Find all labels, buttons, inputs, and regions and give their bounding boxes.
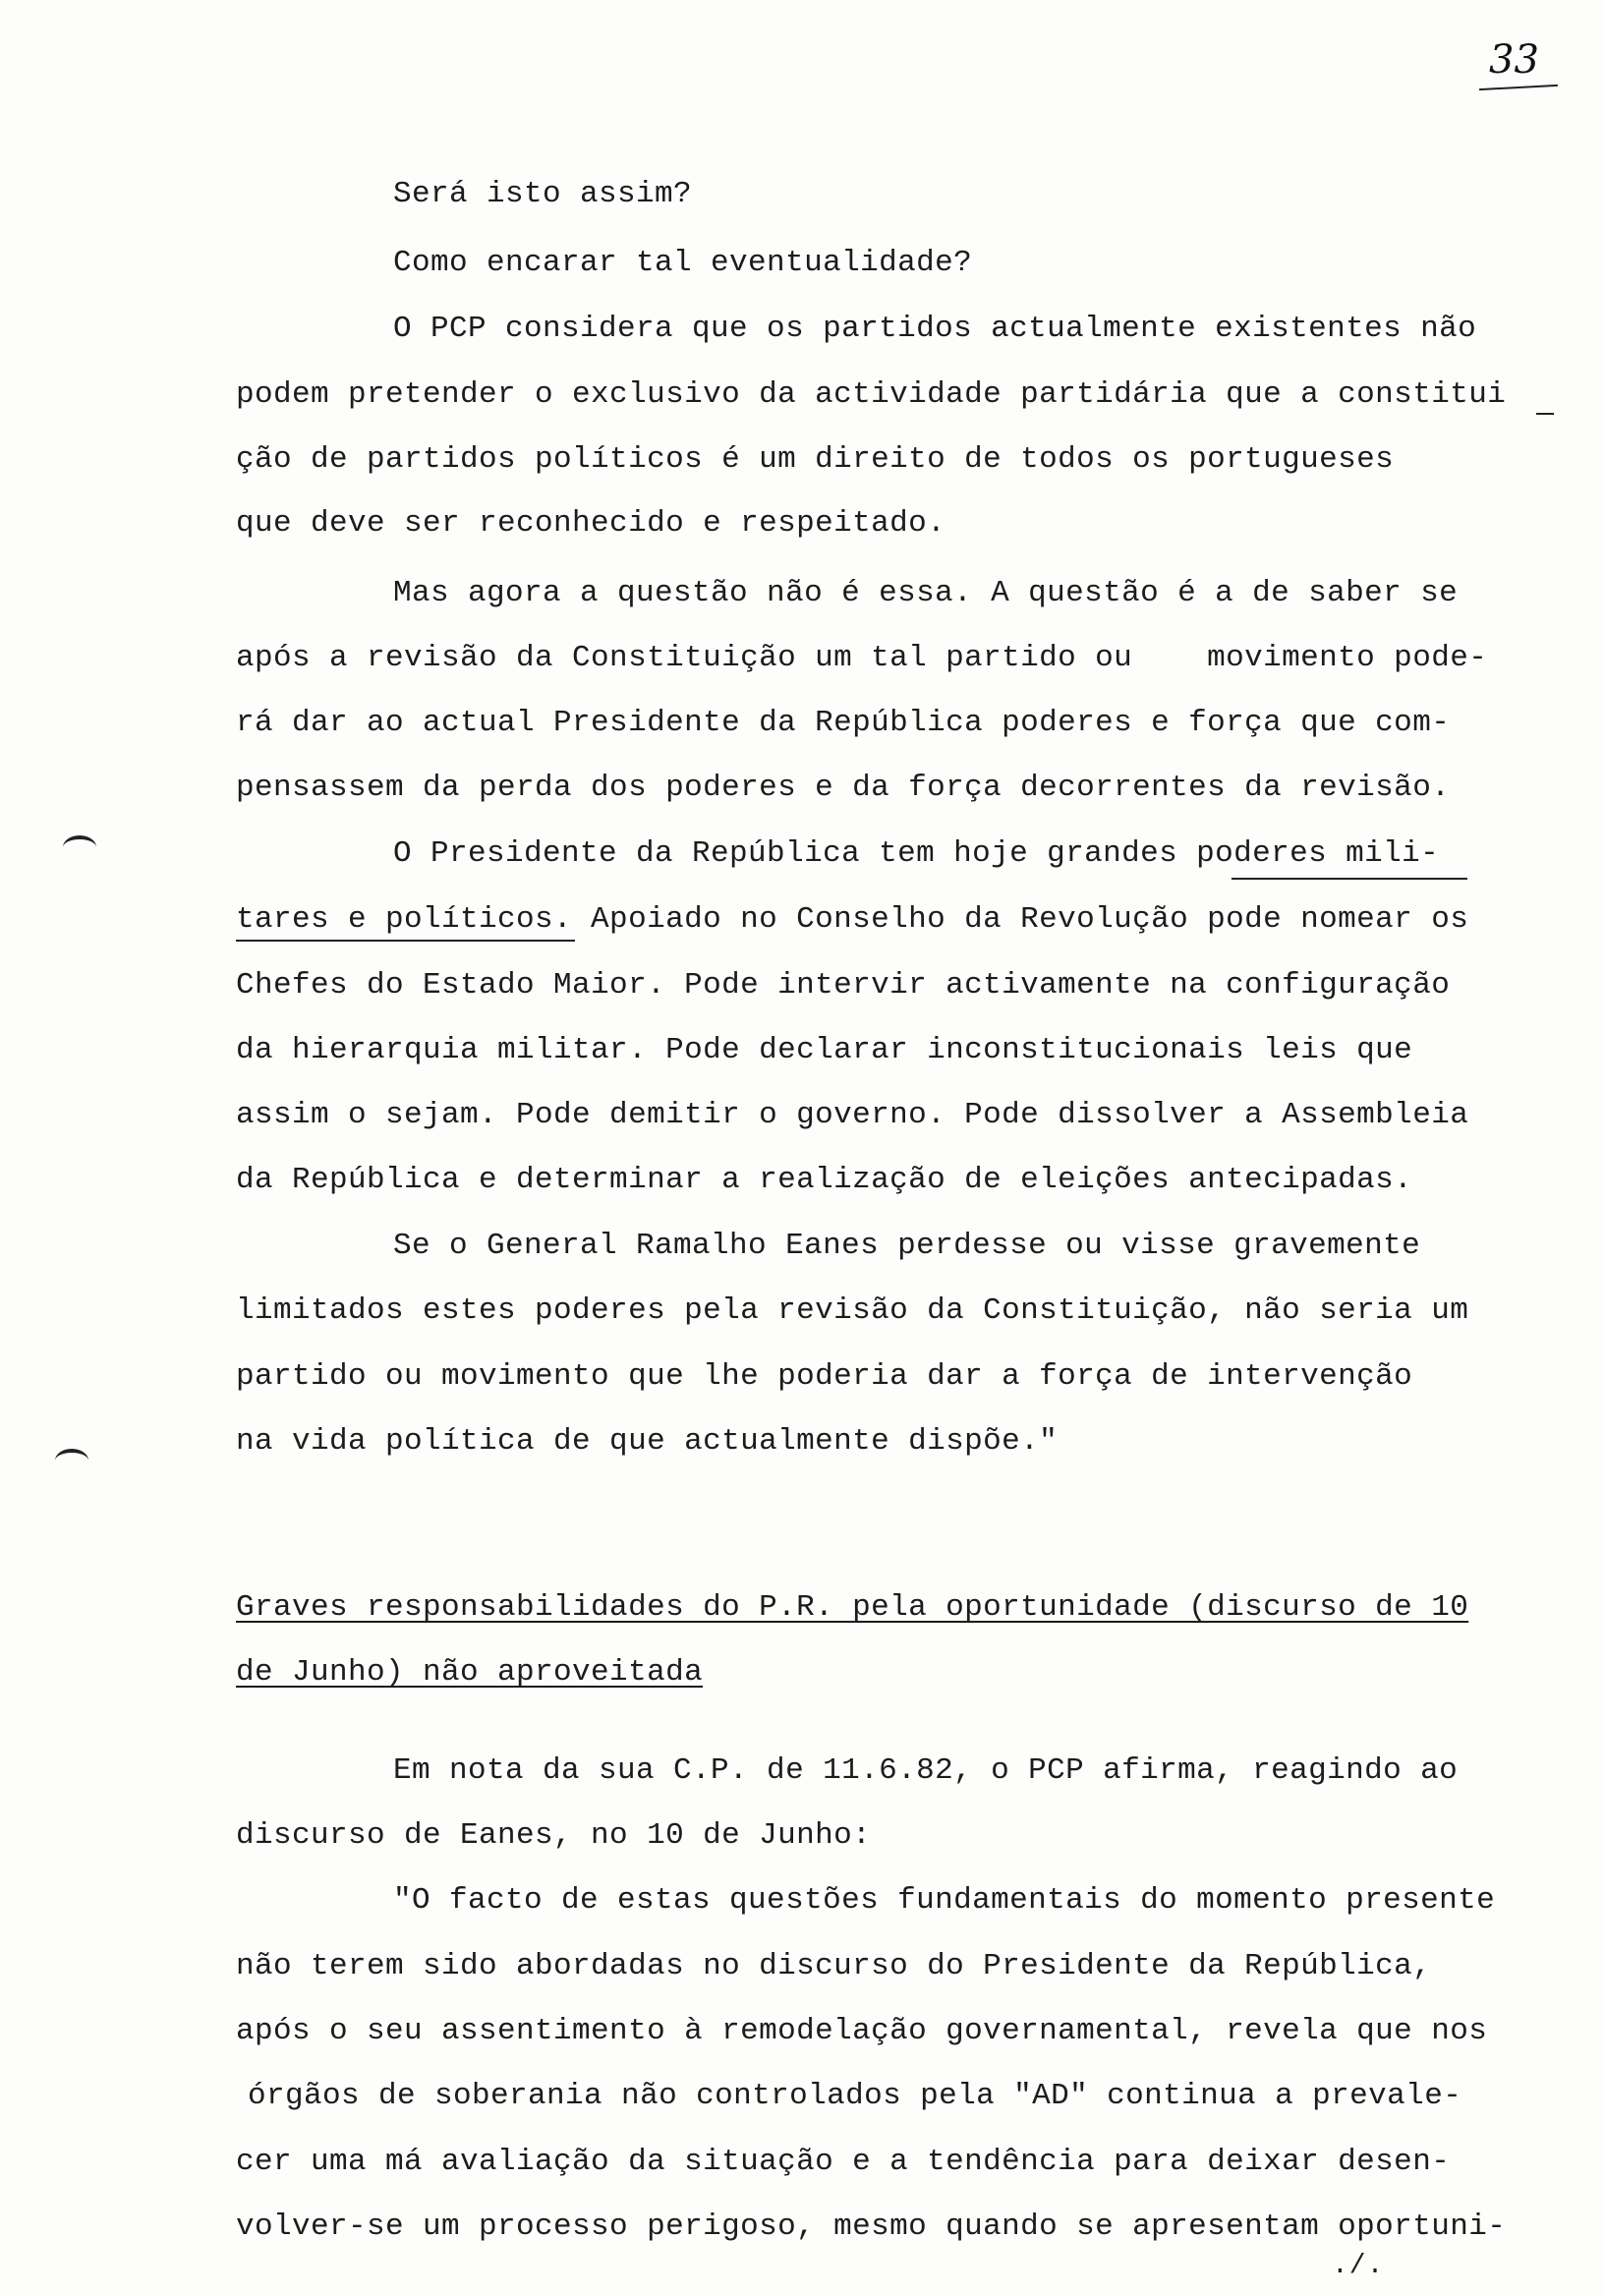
section-heading-line: de Junho) não aproveitada — [236, 1655, 704, 1690]
text-line: cer uma má avaliação da situação e a tendência para deixar desen- — [236, 2145, 1451, 2179]
text-line: Em nota da sua C.P. de 11.6.82, o PCP afirma, reagindo ao — [393, 1753, 1459, 1788]
page-number-underline — [1479, 85, 1558, 90]
text-line: após a revisão da Constituição um tal partido ou movimento pode- — [236, 641, 1488, 675]
text-line: Será isto assim? — [393, 177, 693, 211]
text-line: volver-se um processo perigoso, mesmo quando se apresentam oportuni- — [236, 2210, 1507, 2244]
text-line: Chefes do Estado Maior. Pode intervir activamente na configuração — [236, 968, 1451, 1003]
text-line: tares e políticos. Apoiado no Conselho da Revolução pode nomear os — [236, 902, 1469, 937]
text-line: pensassem da perda dos poderes e da força decorrentes da revisão. — [236, 771, 1451, 805]
text-line: não terem sido abordadas no discurso do Presidente da República, — [236, 1949, 1432, 1983]
text-line: da hierarquia militar. Pode declarar inconstitucionais leis que — [236, 1033, 1413, 1067]
section-heading-line: Graves responsabilidades do P.R. pela oportunidade (discurso de 10 — [236, 1590, 1469, 1625]
text-line: rá dar ao actual Presidente da República poderes e força que com- — [236, 706, 1451, 740]
text-line: partido ou movimento que lhe poderia dar a força de intervenção — [236, 1359, 1413, 1394]
margin-bracket-mark — [63, 835, 96, 859]
text-line: da República e determinar a realização de eleições antecipadas. — [236, 1163, 1413, 1197]
text-line: assim o sejam. Pode demitir o governo. Pode dissolver a Assembleia — [236, 1098, 1469, 1132]
text-line: Como encarar tal eventualidade? — [393, 246, 973, 280]
hand-underline — [236, 940, 575, 942]
continuation-mark: ./. — [1332, 2251, 1385, 2281]
text-line: Mas agora a questão não é essa. A questão é a de saber se — [393, 576, 1459, 610]
margin-bracket-mark — [55, 1449, 88, 1472]
hand-underline — [1232, 878, 1467, 880]
text-line: discurso de Eanes, no 10 de Junho: — [236, 1818, 872, 1853]
text-line: Se o General Ramalho Eanes perdesse ou visse gravemente — [393, 1229, 1421, 1263]
text-line: ção de partidos políticos é um direito de todos os portugueses — [236, 442, 1395, 477]
text-line: limitados estes poderes pela revisão da Constituição, não seria um — [236, 1293, 1469, 1328]
text-line: O Presidente da República tem hoje grandes poderes mili- — [393, 836, 1440, 871]
text-line: "O facto de estas questões fundamentais do momento presente — [393, 1883, 1496, 1918]
text-line: após o seu assentimento à remodelação governamental, revela que nos — [236, 2014, 1488, 2048]
text-line: O PCP considera que os partidos actualmente existentes não — [393, 312, 1477, 346]
text-line: podem pretender o exclusivo da actividade partidária que a constitui — [236, 377, 1507, 412]
hyphen-underline — [1536, 413, 1554, 415]
text-line: na vida política de que actualmente dispõe." — [236, 1424, 1059, 1459]
page-number: 33 — [1489, 37, 1539, 83]
text-line: órgãos de soberania não controlados pela "AD" continua a prevale- — [248, 2079, 1462, 2113]
text-line: que deve ser reconhecido e respeitado. — [236, 506, 946, 541]
